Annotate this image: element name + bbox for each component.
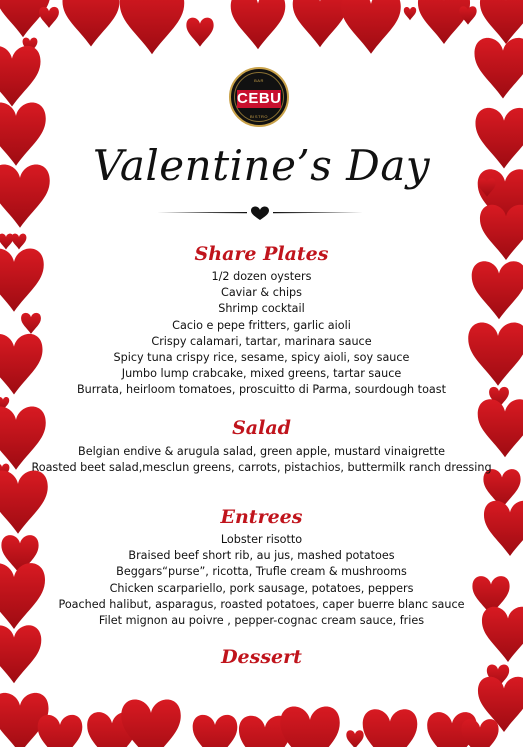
menu-item: Filet mignon au poivre , pepper-cognac cream sauce, fries <box>98 614 425 628</box>
cebu-logo <box>229 67 289 127</box>
entrees-list <box>0 532 523 629</box>
share-plates-list <box>0 269 523 399</box>
menu-item: Beggars“purse”, ricotta, Trufle cream & mushrooms <box>116 565 407 579</box>
menu-item: Jumbo lump crabcake, mixed greens, tartar sauce <box>121 367 402 381</box>
menu-item: Burrata, heirloom tomatoes, proscuitto di Parma, sourdough toast <box>77 383 446 397</box>
menu-item: Spicy tuna crispy rice, sesame, spicy aioli, soy sauce <box>113 351 410 365</box>
section-title-entrees: Entrees <box>220 506 303 528</box>
menu-item: Braised beef short rib, au jus, mashed potatoes <box>128 549 395 563</box>
section-title-salad: Salad <box>232 417 291 439</box>
menu-item: Belgian endive & arugula salad, green apple, mustard vinaigrette <box>78 445 445 458</box>
menu-item: Shrimp cocktail <box>218 302 305 316</box>
menu-item: Cacio e pepe fritters, garlic aioli <box>172 318 351 332</box>
menu-item: Lobster risotto <box>220 533 303 546</box>
menu-item: Poached halibut, asparagus, roasted potatoes, caper buerre blanc sauce <box>58 597 465 611</box>
menu-item: Chicken scarpariello, pork sausage, potatoes, peppers <box>109 581 414 595</box>
section-title-dessert: Dessert <box>221 646 302 668</box>
logo-bottom-text: BISTRO <box>250 114 268 119</box>
menu-item: Caviar & chips <box>221 286 302 300</box>
heart-divider-icon <box>155 202 365 222</box>
logo-name: CEBU <box>237 90 282 107</box>
menu-item: 1/2 dozen oysters <box>211 270 312 283</box>
page-title: Valentine’s Day <box>92 141 431 190</box>
menu-item: Crispy calamari, tartar, marinara sauce <box>151 334 372 348</box>
menu-item: Roasted beet salad,mesclun greens, carrots, pistachios, buttermilk ranch dressing <box>31 461 492 475</box>
salad-list <box>0 444 523 476</box>
logo-top-text: BAR <box>254 78 264 83</box>
section-title-share-plates: Share Plates <box>194 243 329 265</box>
